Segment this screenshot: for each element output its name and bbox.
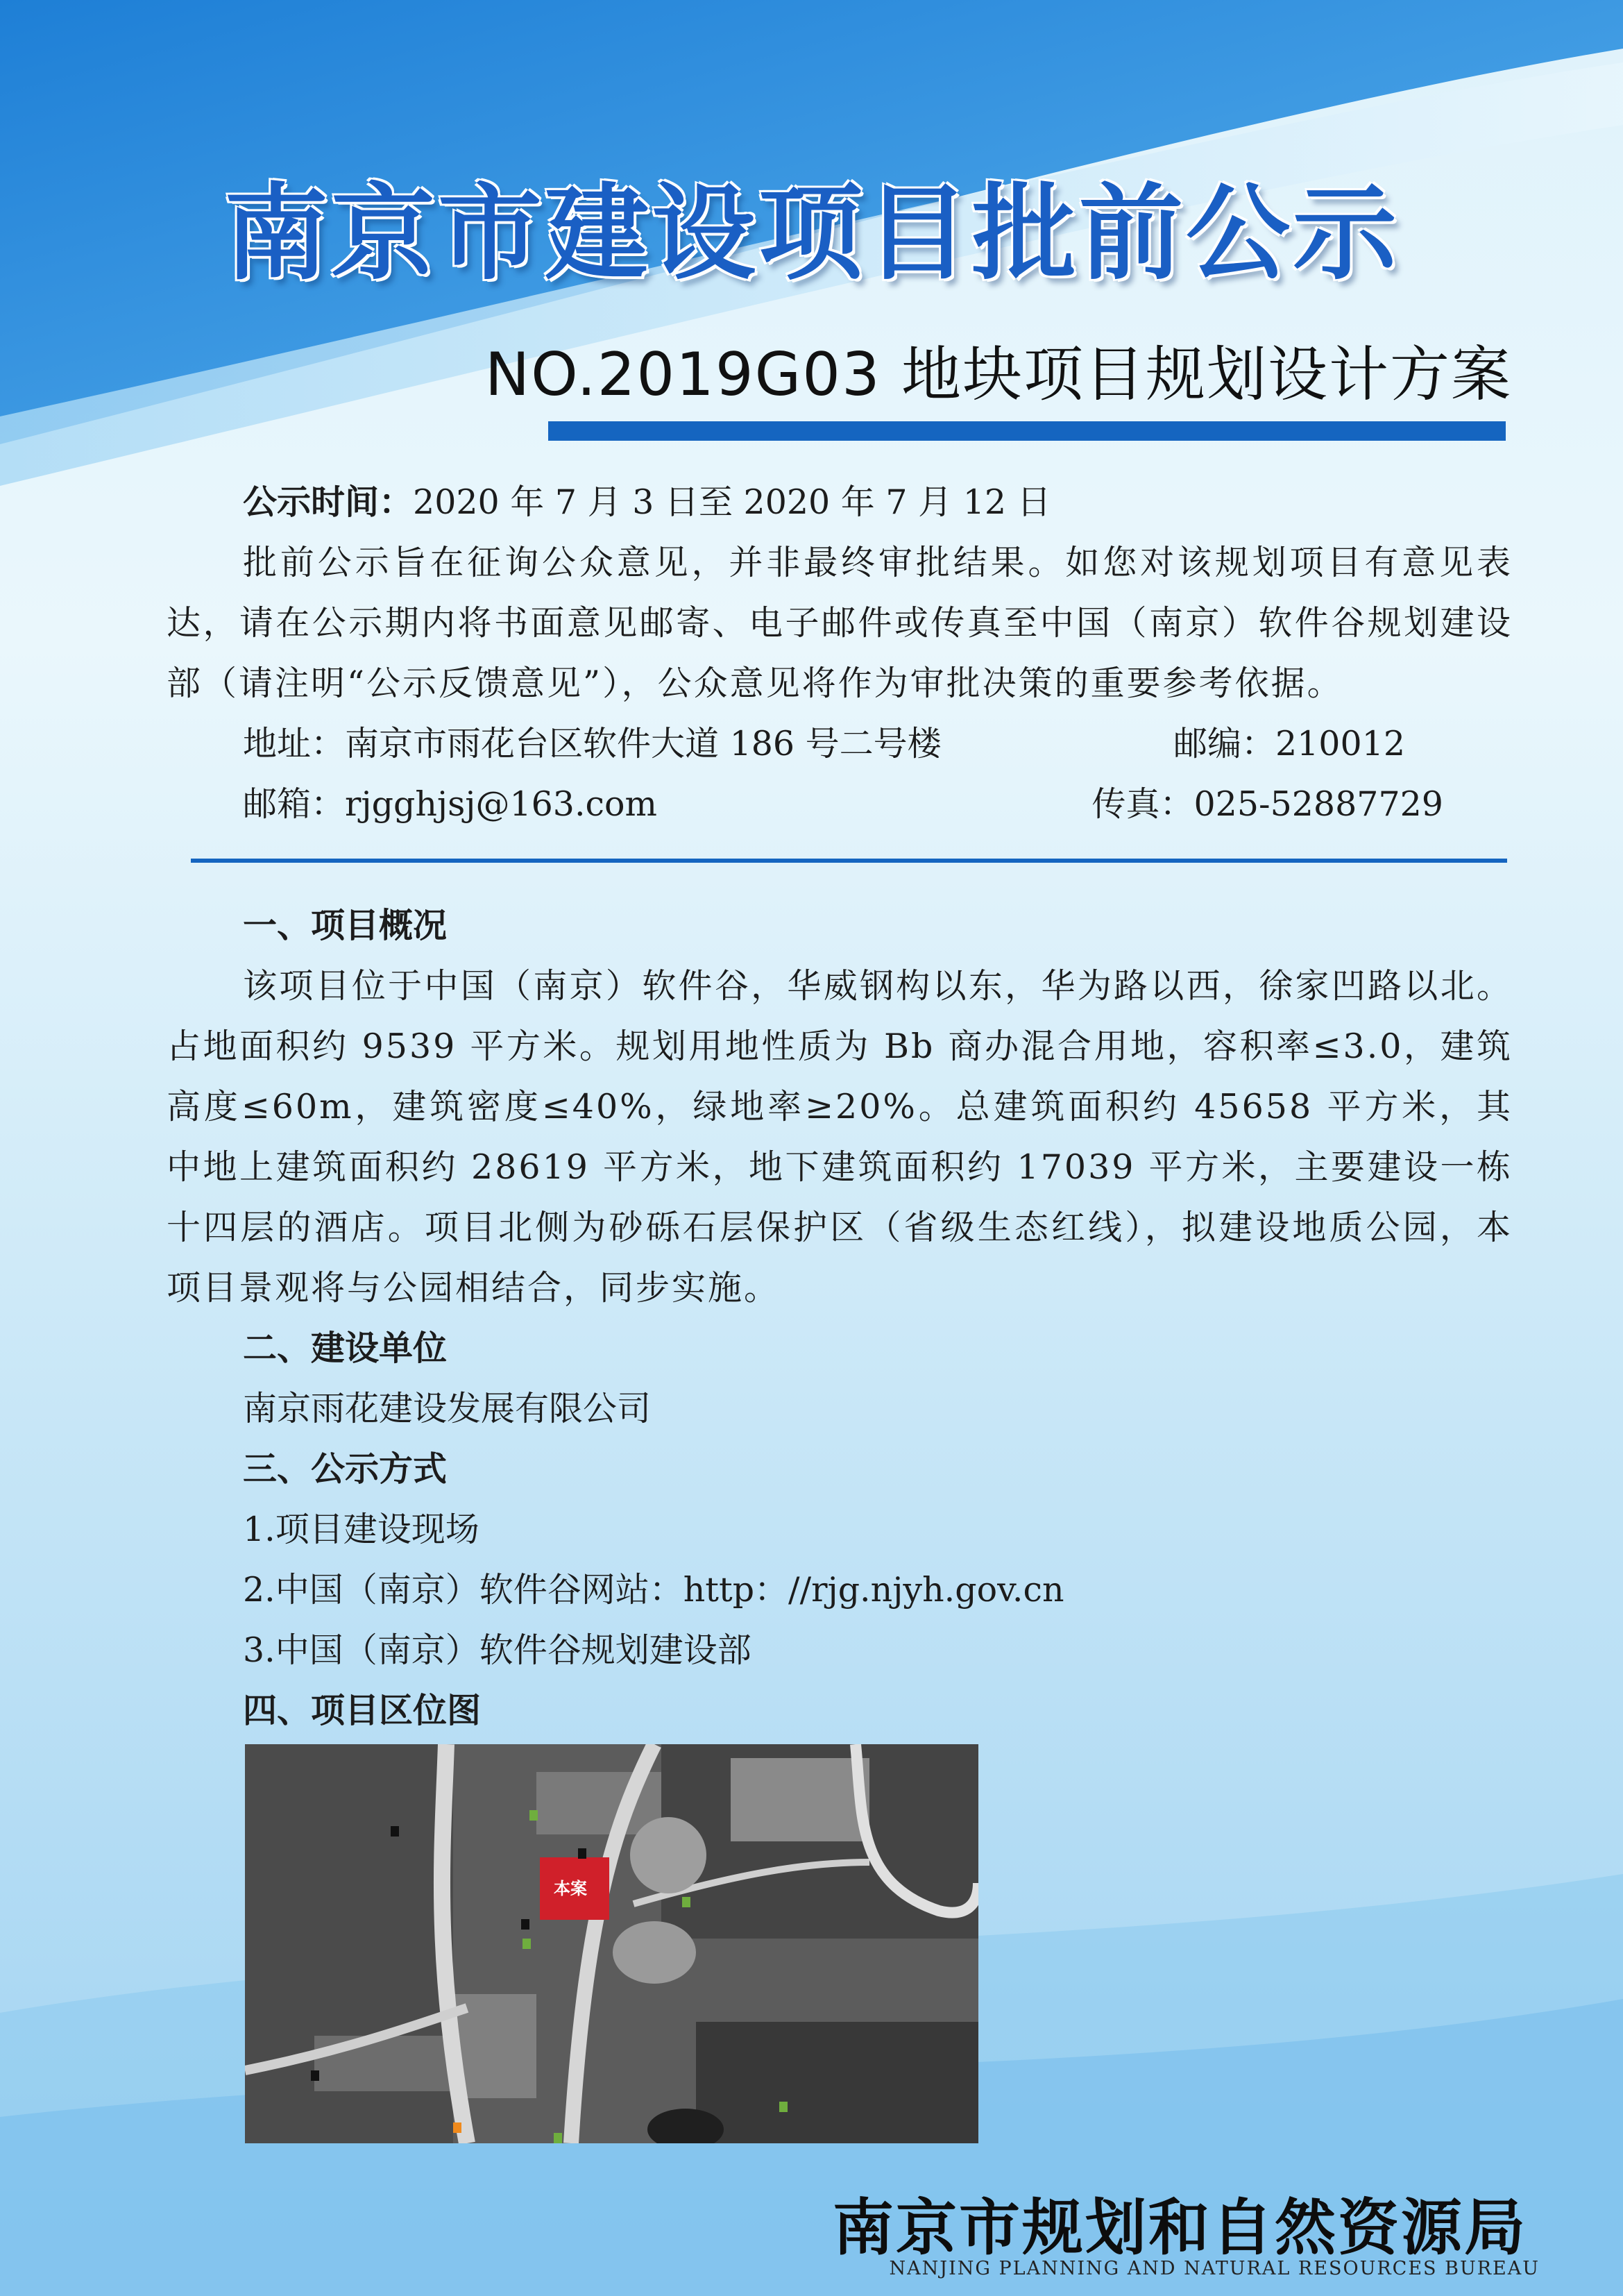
map-poi-label <box>529 1810 538 1821</box>
notice-time-row <box>167 472 1513 532</box>
project-sections <box>167 895 1513 1741</box>
section-divider <box>191 859 1507 863</box>
section1-title: 一、项目概况 <box>243 906 448 945</box>
notice-block <box>167 472 1513 834</box>
project-subtitle: NO.2019G03 地块项目规划设计方案 <box>484 340 1512 410</box>
footer-org-en: NANJING PLANNING AND NATURAL RESOURCES BUREAU <box>889 2258 1540 2279</box>
subtitle-underline <box>548 421 1506 441</box>
section3-item: 1.项目建设现场 <box>243 1510 479 1549</box>
notice-paragraph: 批前公示旨在征询公众意见，并非最终审批结果。如您对该规划项目有意见表达，请在公示期内将书面意见邮寄、电子邮件或传真至中国（南京）软件谷规划建设部（请注明“公示反馈意见”），公众意见将作为审批决策的重要参考依据。 <box>167 543 1513 703</box>
map-poi-label <box>779 2102 788 2112</box>
map-road-label <box>311 2070 319 2081</box>
contact-row <box>167 774 1499 834</box>
map-poi-label <box>453 2122 461 2133</box>
notice-time-value: 2020 年 7 月 3 日至 2020 年 7 月 12 日 <box>413 482 1051 522</box>
address-text: 地址：南京市雨花台区软件大道 186 号二号楼 <box>243 724 942 763</box>
site-label: 本案 <box>554 1879 587 1898</box>
footer-org-cn: 南京市规划和自然资源局 <box>832 2191 1527 2263</box>
section2-body: 南京雨花建设发展有限公司 <box>243 1389 652 1428</box>
map-poi-label <box>682 1897 690 1907</box>
section1-body: 该项目位于中国（南京）软件谷，华威钢构以东，华为路以西，徐家凹路以北。占地面积约 9539 平方米。规划用地性质为 Bb 商办混合用地，容积率≤3.0，建筑高度≤60m，建筑密度≤40%，绿地率≥20%。总建筑面积约 45658 平方米，其中地上建筑面积约 28619 平方米，地下建筑面积约 17039 平方米，主要建设一栋十四层的酒店。项目北侧为砂砾石层保护区（省级生态红线），拟建设地质公园，本项目景观将与公园相结合，同步实施。 <box>167 966 1513 1308</box>
section3-item: 2.中国（南京）软件谷网站：http：//rjg.njyh.gov.cn <box>243 1570 1064 1610</box>
section2-title: 二、建设单位 <box>243 1328 448 1368</box>
map-road-label <box>521 1919 529 1930</box>
map-aerial-image <box>245 1744 978 2143</box>
location-map <box>245 1744 978 2143</box>
postcode-text: 邮编：210012 <box>1173 724 1405 763</box>
section4-title: 四、项目区位图 <box>243 1691 482 1730</box>
header-title: 南京市建设项目批前公示 <box>223 172 1400 294</box>
email-text: 邮箱：rjgghjsj@163.com <box>243 784 657 824</box>
map-poi-label <box>554 2133 562 2143</box>
map-road-label <box>578 1848 586 1859</box>
map-poi-label <box>522 1939 531 1949</box>
section3-title: 三、公示方式 <box>243 1449 448 1489</box>
map-road-label <box>391 1826 399 1837</box>
section3-item: 3.中国（南京）软件谷规划建设部 <box>243 1630 751 1670</box>
address-row <box>167 714 1499 774</box>
notice-time-label: 公示时间： <box>243 482 414 522</box>
fax-text: 传真：025-52887729 <box>1091 784 1443 824</box>
